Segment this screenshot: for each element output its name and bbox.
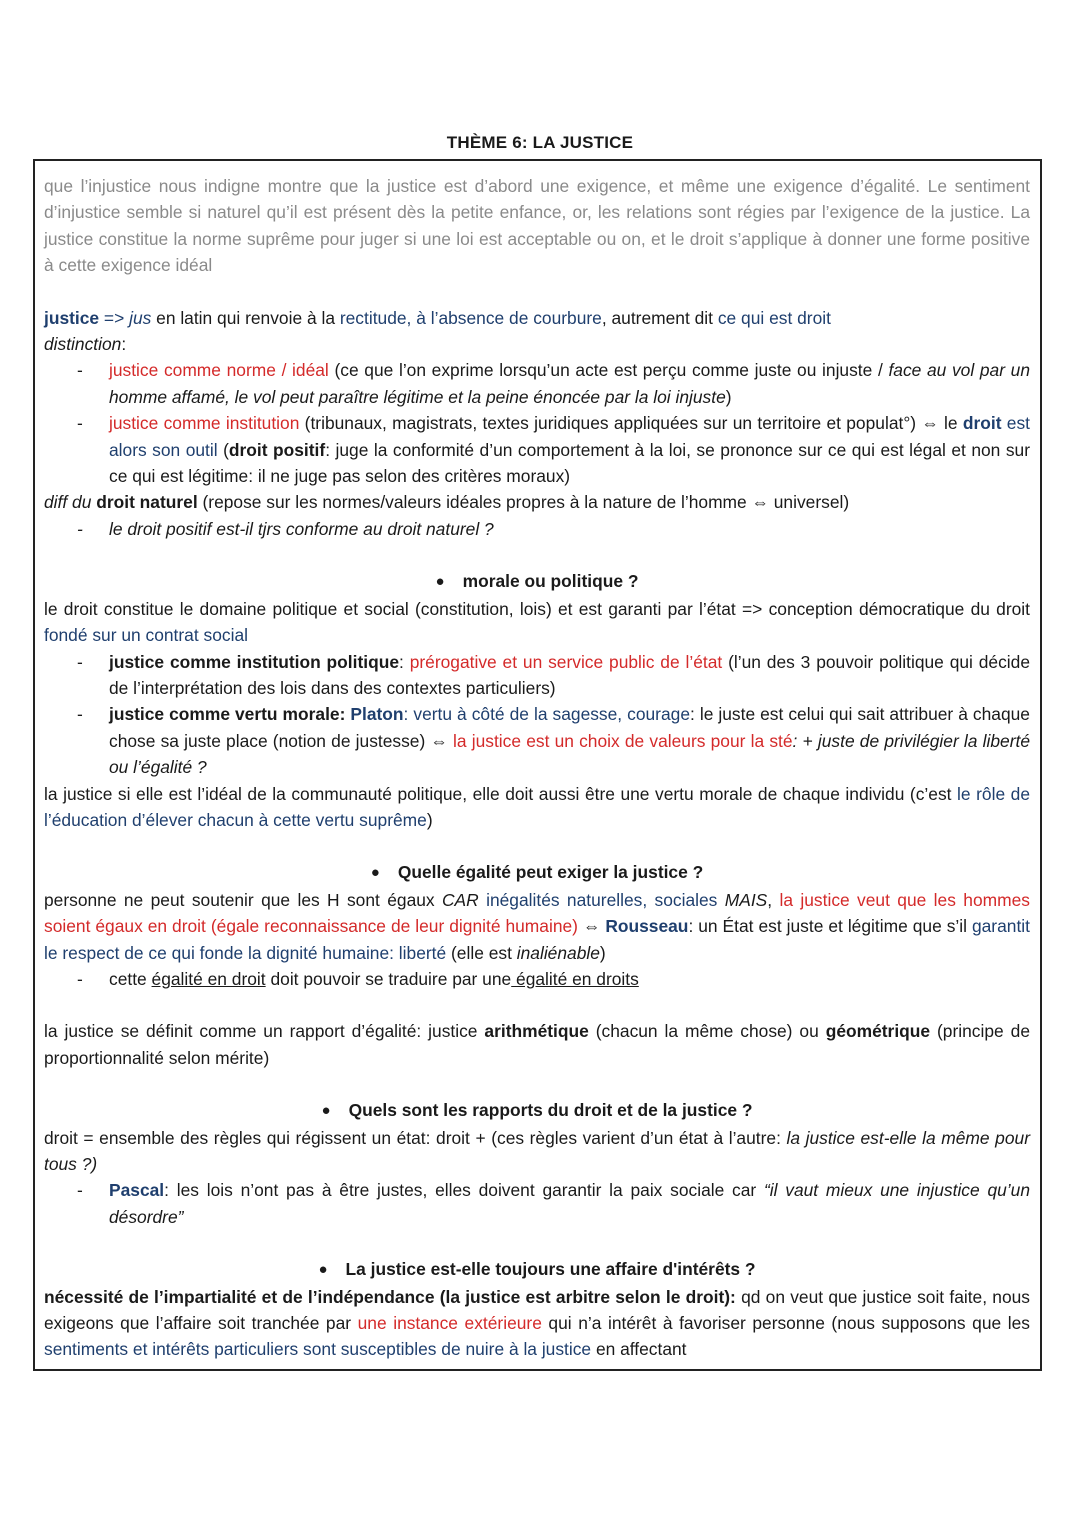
natural-law-list [44, 516, 1030, 542]
section-heading: ● La justice est-elle toujours une affaire d'intérêts ? [44, 1256, 1030, 1283]
section-paragraph: le droit constitue le domaine politique et social (constitution, lois) et est garanti par l’état => conception démocratique du droit fondé sur un contrat social [44, 598, 1030, 646]
list-item: - Pascal: les lois n’ont pas à être justes, elles doivent garantir la paix sociale car “il vaut mieux une injustice qu’un désordre” [44, 1177, 1030, 1230]
section-list [44, 649, 1030, 781]
section-paragraph: la justice se définit comme un rapport d’égalité: justice arithmétique (chacun la même chose) ou géométrique (principe de proportionnalité selon mérite) [44, 1021, 1030, 1068]
content-box [33, 159, 1042, 1371]
natural-law-paragraph: diff du droit naturel (repose sur les normes/valeurs idéales propres à la nature de l’homme ⇔ universel) [44, 492, 850, 513]
definition-paragraph: justice => jus en latin qui renvoie à la rectitude, à l’absence de courbure, autrement dit ce qui est droit [44, 307, 831, 328]
list-item: - cette égalité en droit doit pouvoir se traduire par une égalité en droits [44, 966, 1030, 992]
page-title: THÈME 6: LA JUSTICE [446, 133, 634, 152]
intro-paragraph: que l’injustice nous indigne montre que la justice est d’abord une exigence, et même une exigence d’égalité. Le sentiment d’injustice semble si naturel qu’il est présent dès la petite enfance, or, les relations sont régies par l’exigence de la justice. La justice constitue la norme suprême pour juger si une loi est acceptable ou on, et le droit s’applique à donner une forme positive à cette exigence idéal [44, 176, 1030, 276]
section-list [44, 966, 1030, 992]
list-item: - justice comme norme / idéal (ce que l’on exprime lorsqu’un acte est perçu comme juste ou injuste / face au vol par un homme affamé, le vol peut paraître légitime et la peine énoncée par la loi injuste) [44, 357, 1030, 410]
section-paragraph: nécessité de l’impartialité et de l’indépendance (la justice est arbitre selon le droit): qd on veut que justice soit faite, nous exigeons que l’affaire soit tranchée par une instance extérieure qui n’a intérêt à favoriser personne (nous supposons que les sentiments et intérêts particuliers sont susceptibles de nuire à la justice en affectant [44, 1286, 1030, 1360]
bullet-icon: ● [321, 1102, 331, 1120]
bullet-icon: ● [318, 1261, 328, 1279]
section-heading: ● morale ou politique ? [44, 568, 1030, 595]
distinction-list [44, 357, 1030, 489]
section-heading: ● Quels sont les rapports du droit et de la justice ? [44, 1097, 1030, 1124]
section-paragraph: personne ne peut soutenir que les H sont égaux CAR inégalités naturelles, sociales MAIS, la justice veut que les hommes soient égaux en droit (égale reconnaissance de leur dignité humaine) ⇔ Rousseau: un État est juste et légitime que s’il garantit le respect de ce qui fonde la dignité humaine: liberté (elle est inaliénable) [44, 889, 1030, 963]
distinction-label: distinction: [44, 334, 127, 355]
section-paragraph: droit = ensemble des règles qui régissent un état: droit + (ces règles varient d’un état à l’autre: la justice est-elle la même pour tous ?) [44, 1127, 1030, 1174]
bullet-icon: ● [435, 573, 445, 591]
section-list [44, 1177, 1030, 1230]
section-paragraph: la justice si elle est l’idéal de la communauté politique, elle doit aussi être une vertu morale de chaque individu (c’est le rôle de l’éducation d’élever chacun à cette vertu suprême) [44, 783, 1030, 830]
list-item: - justice comme institution (tribunaux, magistrats, textes juridiques appliquées sur un territoire et populat°) ⇔ le droit est alors son outil (droit positif: juge la conformité d’un comportement à la loi, se prononce sur ce qui est légal et non sur ce qui est légitime: il ne juge pas selon des critères moraux) [44, 410, 1030, 489]
list-item: - justice comme vertu morale: Platon: vertu à côté de la sagesse, courage: le juste est celui qui sait attribuer à chaque chose sa juste place (notion de justesse) ⇔ la justice est un choix de valeurs pour la sté: + juste de privilégier la liberté ou l’égalité ? [44, 701, 1030, 780]
list-item: - le droit positif est-il tjrs conforme au droit naturel ? [44, 516, 1030, 542]
list-item: - justice comme institution politique: prérogative et un service public de l’état (l’un des 3 pouvoir politique qui décide de l’interprétation des lois dans des contextes particuliers) [44, 649, 1030, 702]
section-heading: ● Quelle égalité peut exiger la justice ? [44, 859, 1030, 886]
bullet-icon: ● [370, 864, 380, 882]
